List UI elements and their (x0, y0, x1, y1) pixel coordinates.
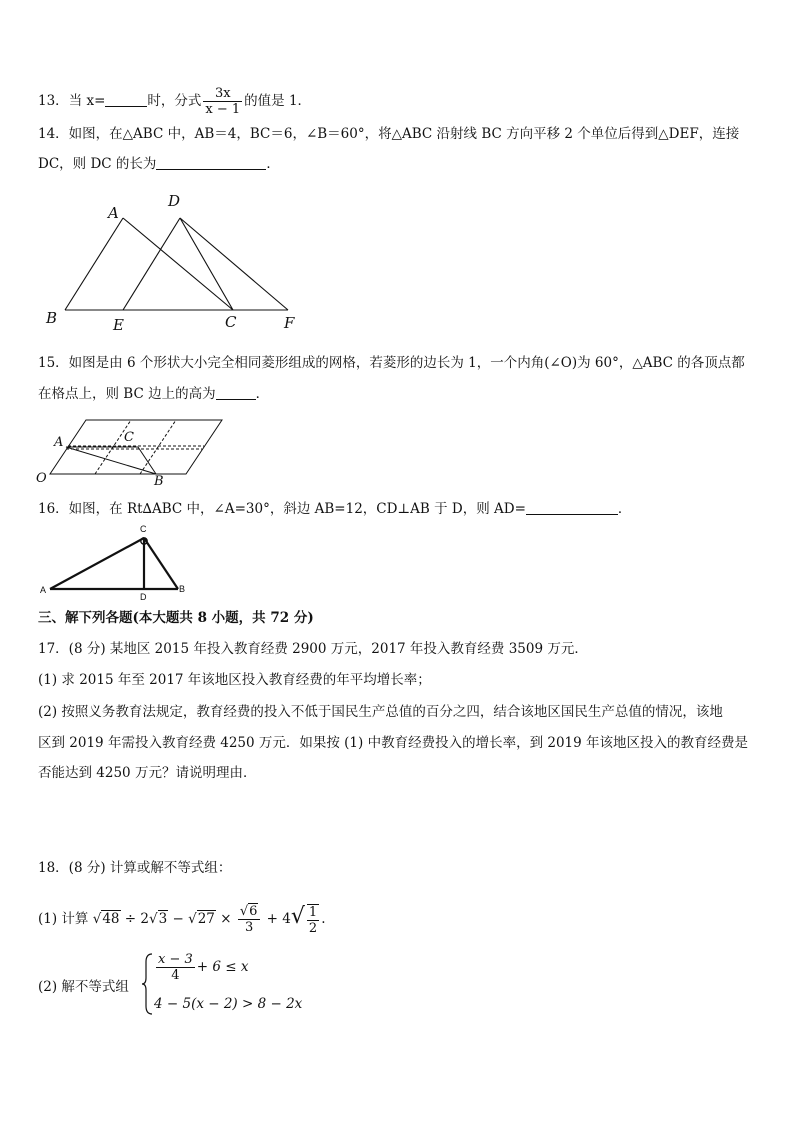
q13-text-3: 的值是 1． (244, 93, 312, 109)
q14-segment-ED (123, 218, 180, 310)
q14-label-E: E (113, 316, 124, 334)
q16-label-B: B (179, 584, 186, 594)
q18-expression: √48 ÷ 2√3 − √27 × $\frac{√6}{3}$ + 4√ $\frac{1}{2}$ . (92, 904, 326, 936)
q16-label-D: D (140, 592, 147, 602)
q16-answer-blank[interactable] (526, 500, 618, 515)
question-17-line-3: (2) 按照义务教育法规定，教育经费的投入不低于国民生产总值的百分之四，结合该地区国民生产总值的情况，该地 (38, 704, 723, 720)
q18-ineq2: 4 − 5(x − 2) > 8 − 2x (154, 996, 303, 1012)
q15-label-A: A (54, 435, 64, 450)
q16-end: ． (617, 501, 632, 517)
q13-fraction (203, 86, 242, 117)
q15-label-O: O (36, 471, 47, 486)
q15-segment-CB (138, 447, 156, 474)
q16-label-C: C (140, 524, 147, 534)
q18-op-div: ÷ 2 (120, 911, 149, 927)
q15-answer-blank[interactable] (216, 385, 256, 400)
q18-op-minus: − (168, 911, 189, 927)
question-17-line-2: (1) 求 2015 年至 2017 年该地区投入教育经费的年平均增长率； (38, 672, 431, 688)
question-15-line-2 (38, 385, 269, 403)
section-3-heading: 三、解下列各题(本大题共 8 小题，共 72 分) (38, 610, 314, 626)
question-16 (38, 500, 631, 518)
q13-answer-blank[interactable] (105, 92, 147, 107)
q18-op-plus: + 4 (262, 911, 291, 927)
q15-grid-slant-2 (140, 420, 176, 474)
q18-ineq1-fraction (156, 952, 195, 983)
q16-figure (36, 522, 196, 602)
q18-sqrt-27: 27 (197, 911, 215, 927)
question-13 (38, 86, 311, 117)
q18-op-times: × (215, 911, 236, 927)
q14-answer-blank[interactable] (156, 155, 266, 170)
q18-frac-den: 3 (244, 920, 254, 935)
q13-number: 13． (38, 93, 69, 109)
q15-label-C: C (124, 430, 134, 445)
question-17-line-4: 区到 2019 年需投入教育经费 4250 万元．如果按 (1) 中教育经费投入的增长率，到 2019 年该地区投入的教育经费是 (38, 735, 749, 751)
question-18-part-2-label: (2) 解不等式组 (38, 979, 129, 995)
q18-rad-num: 1 (308, 904, 318, 920)
q14-label-C: C (225, 313, 237, 331)
q18-sqrt-48: 48 (102, 911, 120, 927)
q18-ineq1-rest: + 6 ≤ x (196, 959, 249, 975)
question-17-line-1: 17．(8 分) 某地区 2015 年投入教育经费 2900 万元，2017 年投入教育经费 3509 万元． (38, 641, 588, 657)
q14-segment-DF (180, 218, 288, 310)
q18-part1-end: . (321, 911, 326, 927)
q15-end: ． (255, 386, 270, 402)
q18-ineq1-den: 4 (171, 968, 180, 983)
q18-radical-fraction (307, 904, 319, 936)
q14-text: DC，则 DC 的长为 (38, 156, 157, 172)
q14-label-B: B (46, 309, 58, 327)
q14-end: ． (266, 156, 280, 172)
q14-segment-AC (123, 218, 233, 310)
q18-sqrt-3: 3 (158, 911, 168, 927)
q13-text-2: 时，分式 (147, 93, 202, 109)
q18-sqrt-6: 6 (249, 904, 258, 919)
question-15-line-1: 15．如图是由 6 个形状大小完全相同菱形组成的网格，若菱形的边长为 1，一个内角(∠O)为 60°，△ABC 的各顶点都 (38, 355, 745, 371)
question-14-line-1: 14．如图，在△ABC 中，AB＝4，BC＝6，∠B＝60°，将△ABC 沿射线 BC 方向平移 2 个单位后得到△DEF，连接 (38, 126, 740, 142)
q15-text: 在格点上，则 BC 边上的高为 (38, 386, 216, 402)
question-18-line-1: 18．(8 分) 计算或解不等式组： (38, 860, 232, 876)
q13-fraction-denominator: x − 1 (205, 102, 241, 117)
q15-figure (34, 412, 224, 487)
q15-label-B: B (154, 474, 164, 487)
q18-part1-label: (1) 计算 (38, 911, 89, 927)
question-14-line-2 (38, 155, 280, 173)
question-17-line-5: 否能达到 4250 万元？请说明理由． (38, 765, 257, 781)
q14-segment-BA (65, 218, 123, 310)
q13-text-1: 当 x= (68, 93, 106, 109)
q16-text: 16．如图，在 Rt∆ABC 中，∠A=30°，斜边 AB=12，CD⊥AB 于 D，则 AD= (38, 501, 526, 517)
q16-segment-AC (50, 538, 144, 589)
q16-segment-CB (144, 538, 178, 589)
q14-label-F: F (284, 314, 295, 332)
q18-left-brace (142, 954, 152, 1014)
q13-fraction-numerator: 3x (203, 86, 242, 102)
q16-label-A: A (40, 585, 47, 595)
q14-figure (40, 190, 310, 335)
q18-rad-den: 2 (308, 920, 318, 936)
q18-inequality-system (142, 952, 303, 1016)
q18-ineq1-num: x − 3 (158, 952, 193, 967)
q15-segment-AB (66, 447, 156, 474)
q14-segment-DC (180, 218, 233, 310)
q14-label-A: A (108, 204, 119, 222)
q14-label-D: D (168, 192, 181, 210)
question-18-part-1 (38, 900, 325, 936)
q18-fraction-sqrt6-over-3: $\frac{√6}{3}$ (238, 904, 261, 935)
